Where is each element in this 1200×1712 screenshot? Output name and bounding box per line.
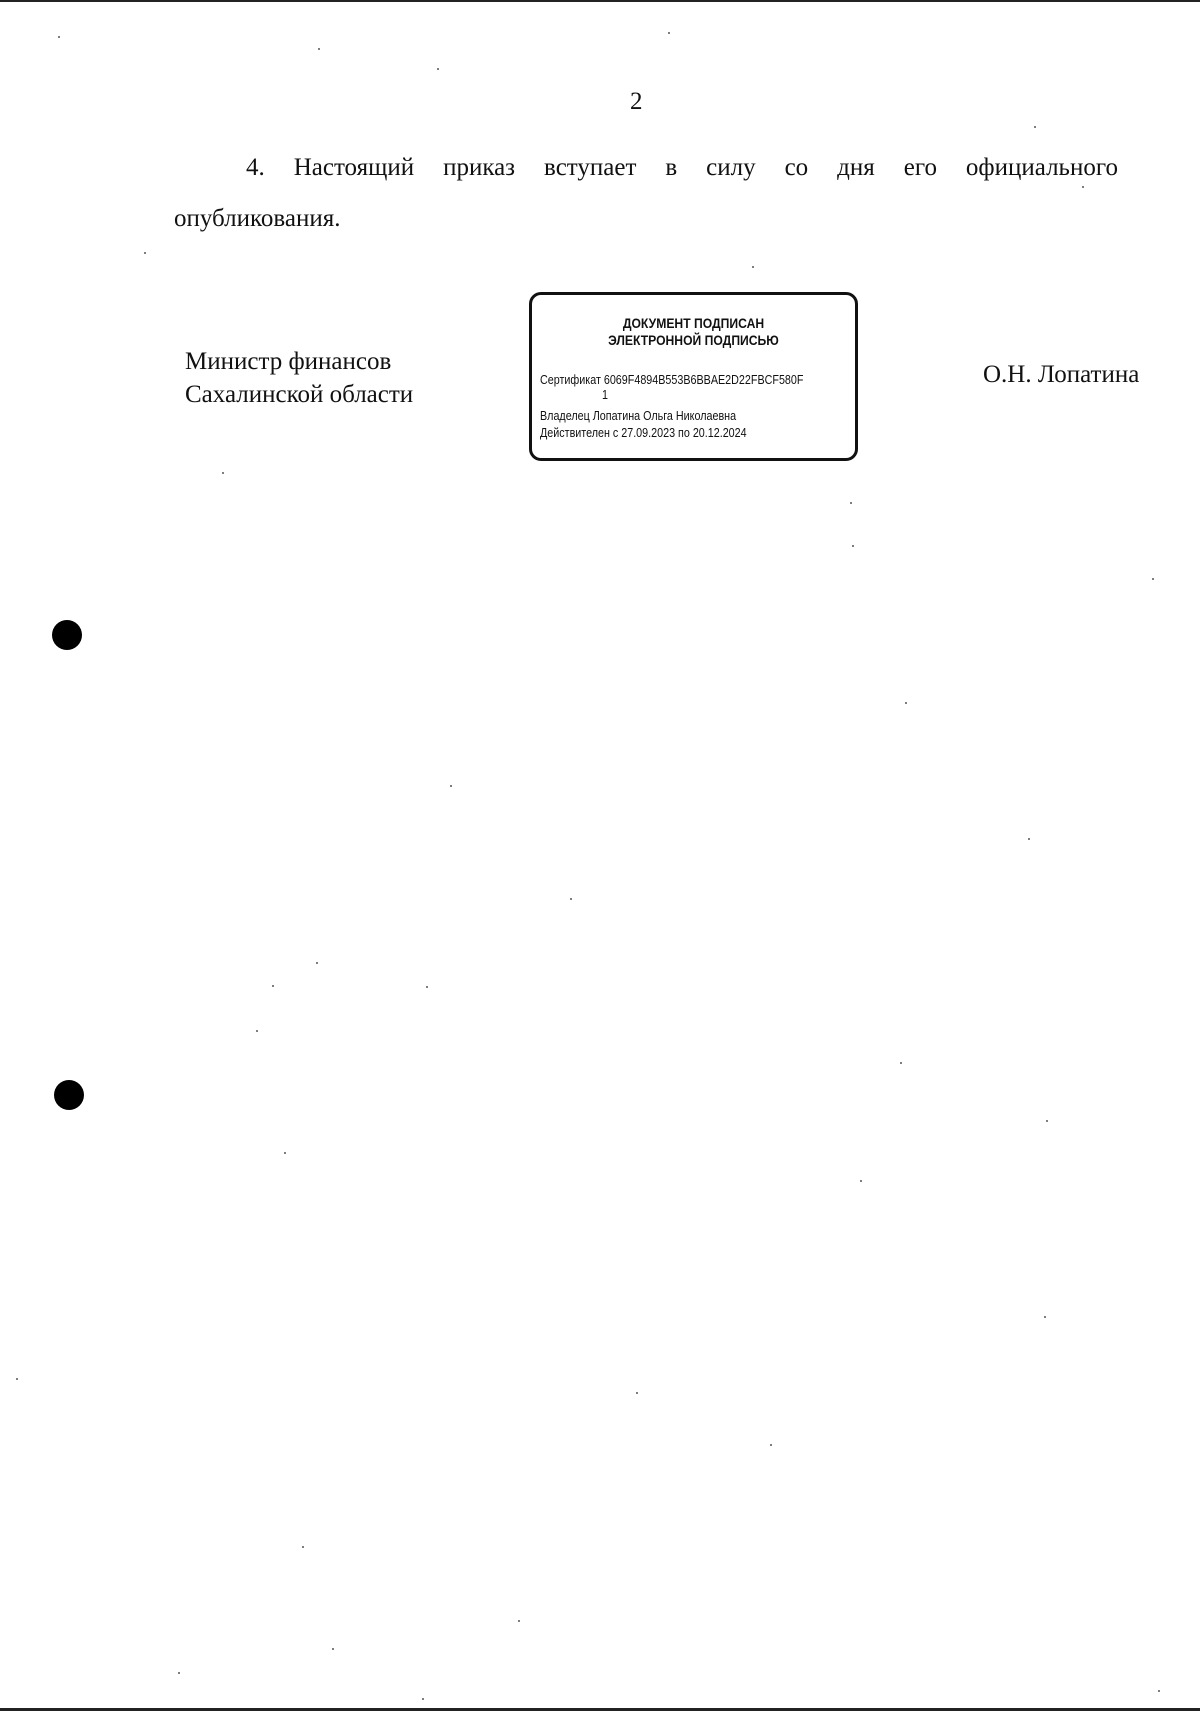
paragraph-word: вступает [544, 154, 637, 181]
scan-speck [178, 1672, 180, 1674]
scan-speck [860, 1180, 862, 1182]
scan-speck [668, 32, 670, 34]
punch-hole [52, 620, 82, 650]
scan-speck [437, 68, 439, 70]
scan-speck [1082, 186, 1084, 188]
scan-speck [850, 502, 852, 504]
stamp-certificate: Сертификат 6069F4894B553B6BBAE2D22FBCF580F [540, 373, 804, 387]
paragraph-word: дня [837, 154, 875, 181]
paragraph-line-1 [174, 142, 1118, 193]
scan-edge-bottom [0, 1708, 1200, 1711]
scan-speck [332, 1648, 334, 1650]
scan-speck [144, 252, 146, 254]
scan-speck [272, 985, 274, 987]
paragraph-line-2: опубликования. [174, 205, 341, 232]
scan-speck [422, 1698, 424, 1700]
paragraph-word: силу [706, 154, 756, 181]
scan-speck [1034, 126, 1036, 128]
scan-speck [770, 1444, 772, 1446]
punch-hole [54, 1080, 84, 1110]
scan-speck [1028, 838, 1030, 840]
stamp-certificate-continued: 1 [602, 388, 608, 402]
stamp-title [548, 315, 839, 349]
signer-position-line-2: Сахалинской области [185, 381, 414, 408]
scan-speck [426, 986, 428, 988]
scan-edge-top [0, 0, 1200, 2]
scan-speck [905, 702, 907, 704]
scan-speck [1152, 578, 1154, 580]
paragraph-word: со [784, 154, 809, 181]
scan-speck [316, 962, 318, 964]
scan-speck [636, 1392, 638, 1394]
order-paragraph [174, 142, 1118, 244]
paragraph-word: официального [965, 154, 1118, 181]
scan-speck [1046, 1120, 1048, 1122]
signer-position-line-1: Министр финансов [185, 348, 392, 375]
stamp-title-line-2: ЭЛЕКТРОННОЙ ПОДПИСЬЮ [608, 333, 779, 348]
page-number: 2 [630, 88, 643, 115]
scan-speck [58, 36, 60, 38]
paragraph-word: приказ [443, 154, 516, 181]
scan-speck [302, 1546, 304, 1548]
paragraph-word: его [903, 154, 937, 181]
scan-speck [318, 48, 320, 50]
paragraph-word: 4. [246, 154, 265, 181]
scan-speck [900, 1062, 902, 1064]
e-signature-stamp [529, 292, 858, 461]
scan-speck [1044, 1316, 1046, 1318]
stamp-owner: Владелец Лопатина Ольга Николаевна [540, 409, 737, 423]
scan-speck [16, 1378, 18, 1380]
stamp-title-line-1: ДОКУМЕНТ ПОДПИСАН [622, 316, 765, 331]
scan-speck [852, 545, 854, 547]
scan-speck [570, 898, 572, 900]
scan-speck [256, 1030, 258, 1032]
signer-position [185, 345, 413, 411]
scan-speck [284, 1152, 286, 1154]
scan-speck [222, 472, 224, 474]
scan-speck [450, 785, 452, 787]
scan-speck [1158, 1690, 1160, 1692]
signer-name: О.Н. Лопатина [983, 361, 1140, 388]
scan-speck [752, 266, 754, 268]
paragraph-word: в [665, 154, 678, 181]
stamp-validity: Действителен с 27.09.2023 по 20.12.2024 [540, 426, 747, 440]
scan-speck [518, 1620, 520, 1622]
paragraph-word: Настоящий [293, 154, 415, 181]
